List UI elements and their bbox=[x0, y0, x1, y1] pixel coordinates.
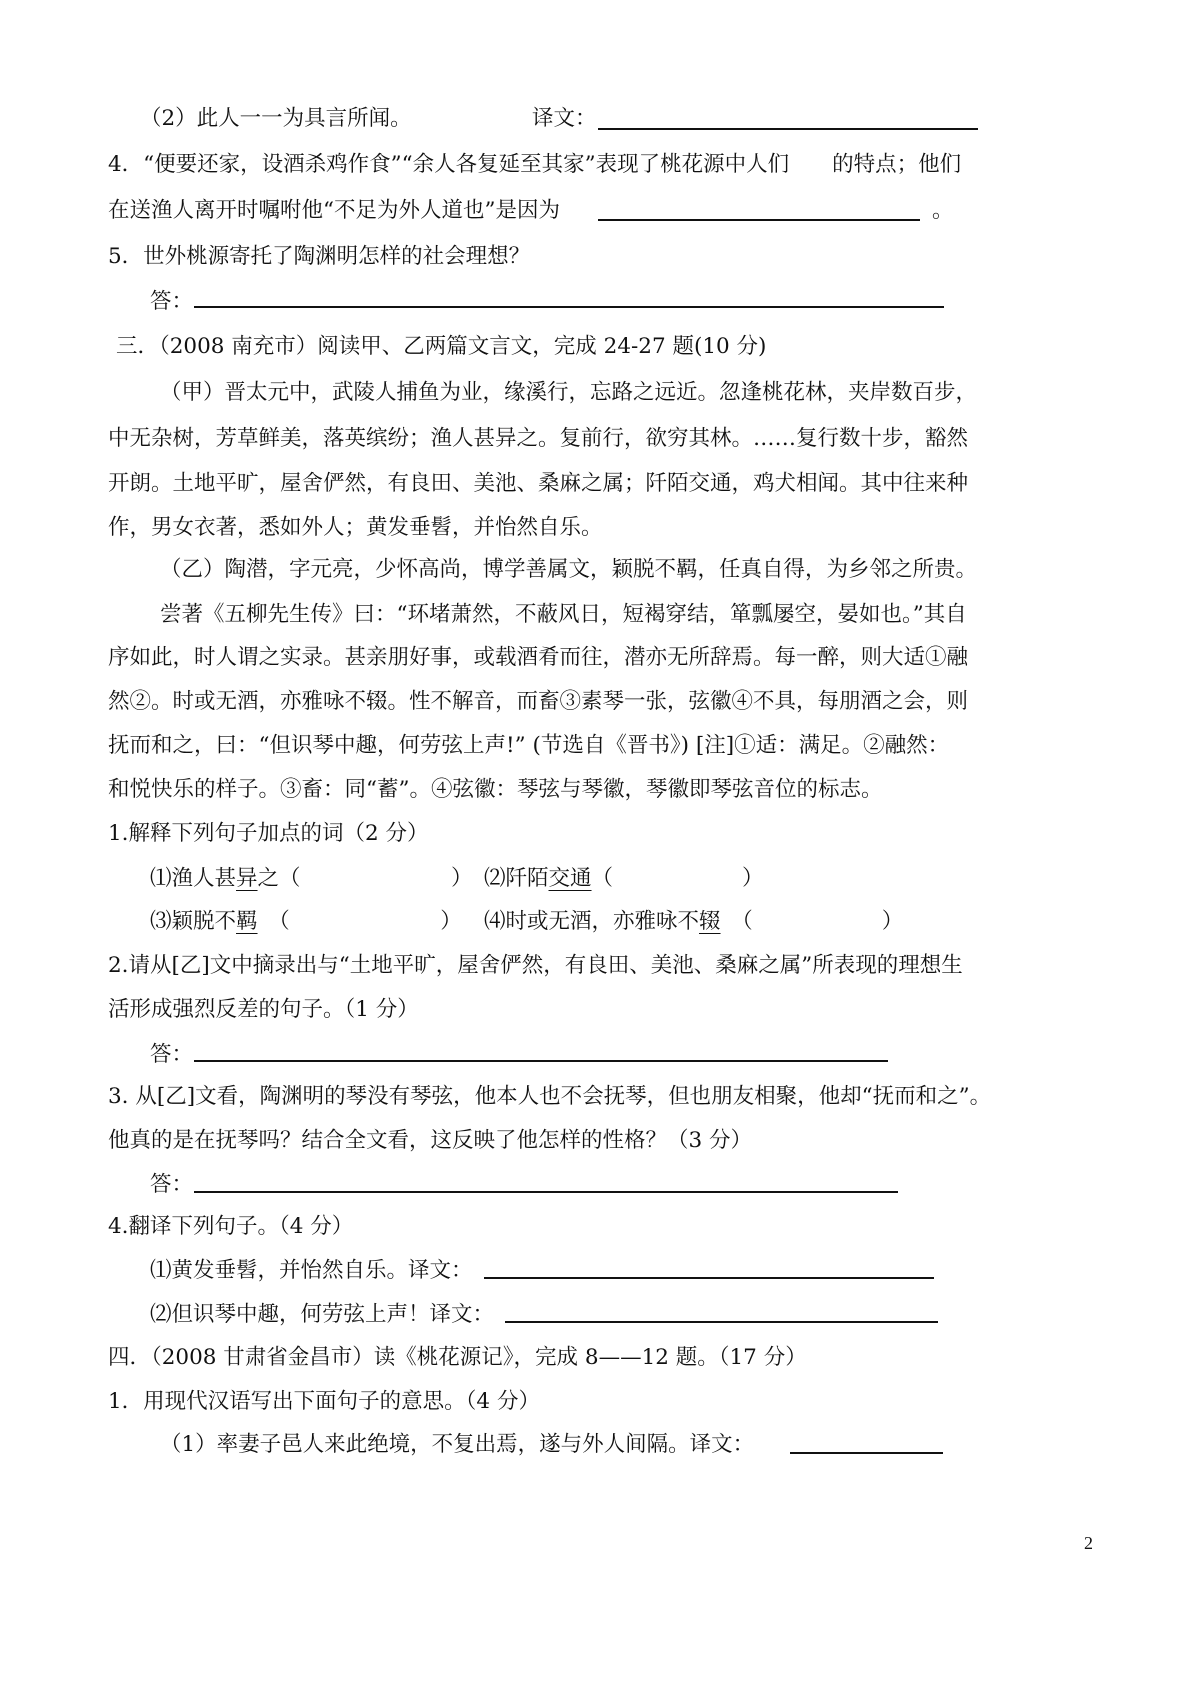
sub-question-text: ⑶颖脱不 bbox=[150, 909, 237, 934]
sub-question bbox=[484, 864, 764, 894]
answer-blank[interactable] bbox=[598, 219, 920, 221]
passage-line: 和悦快乐的样子。③畜：同“蓄”。④弦徽：琴弦与琴徽，琴徽即琴弦音位的标志。 bbox=[108, 777, 883, 802]
answer-label: 答： bbox=[150, 1042, 194, 1067]
question-line: 4．“便要还家，设酒杀鸡作食”“余人各复延至其家”表现了桃花源中人们 的特点；他们 bbox=[108, 152, 962, 177]
sub-question-text: ⑷时或无酒，亦雅咏不 bbox=[484, 909, 700, 934]
answer-blank[interactable] bbox=[790, 1452, 943, 1454]
answer-bracket[interactable]: 之（ ） bbox=[257, 866, 473, 891]
answer-blank[interactable] bbox=[598, 128, 978, 130]
passage-line: 抚而和之，曰：“但识琴中趣，何劳弦上声!” (节选自《晋书》) [注]①适：满足。②融然： bbox=[108, 733, 950, 758]
answer-bracket[interactable]: （ ） bbox=[257, 909, 462, 934]
question-line: 4.翻译下列句子。（4 分） bbox=[108, 1214, 354, 1239]
dotted-word: 辍 bbox=[699, 909, 721, 934]
sub-question: ⑵但识琴中趣，何劳弦上声！译文： bbox=[150, 1302, 495, 1327]
passage-line: 中无杂树，芳草鲜美，落英缤纷；渔人甚异之。复前行，欲穷其林。……复行数十步，豁然 bbox=[108, 426, 969, 451]
page-number: 2 bbox=[1084, 1533, 1093, 1553]
dotted-word: 交通 bbox=[548, 866, 592, 891]
sub-question bbox=[484, 907, 903, 937]
answer-blank[interactable] bbox=[484, 1277, 934, 1279]
answer-blank[interactable] bbox=[194, 1060, 888, 1062]
answer-bracket[interactable]: （ ） bbox=[720, 909, 904, 934]
question-line: 1.解释下列句子加点的词（2 分） bbox=[108, 821, 429, 846]
passage-line: （乙）陶潜，字元亮，少怀高尚，博学善属文，颖脱不羁，任真自得，为乡邻之所贵。 bbox=[160, 557, 978, 582]
sub-question bbox=[150, 864, 473, 894]
passage-line: 作，男女衣著，悉如外人；黄发垂髫，并怡然自乐。 bbox=[108, 515, 603, 540]
answer-label: 答： bbox=[150, 289, 194, 314]
answer-blank[interactable] bbox=[194, 306, 944, 308]
sub-question: ⑴黄发垂髫，并怡然自乐。译文： bbox=[150, 1258, 473, 1283]
answer-bracket[interactable]: （ ） bbox=[591, 866, 764, 891]
sub-question: （1）率妻子邑人来此绝境，不复出焉，遂与外人间隔。译文： bbox=[160, 1432, 755, 1457]
passage-line: 然②。时或无酒，亦雅咏不辍。性不解音，而畜③素琴一张，弦徽④不具，每朋酒之会，则 bbox=[108, 689, 969, 714]
answer-blank[interactable] bbox=[194, 1191, 898, 1193]
passage-line: 开朗。土地平旷，屋舍俨然，有良田、美池、桑麻之属；阡陌交通，鸡犬相闻。其中往来种 bbox=[108, 471, 969, 496]
section-title: 四．（2008 甘肃省金昌市）读《桃花源记》，完成 8——12 题。（17 分） bbox=[108, 1345, 807, 1370]
section-title: 三．（2008 南充市）阅读甲、乙两篇文言文，完成 24-27 题(10 分) bbox=[116, 334, 767, 359]
passage-line: （甲）晋太元中，武陵人捕鱼为业，缘溪行，忘路之远近。忽逢桃花林，夹岸数百步， bbox=[160, 380, 978, 405]
answer-blank[interactable] bbox=[505, 1321, 938, 1323]
sub-question-text: ⑴渔人甚 bbox=[150, 866, 237, 891]
answer-label: 答： bbox=[150, 1172, 194, 1197]
question-line: 2.请从[乙]文中摘录出与“土地平旷，屋舍俨然，有良田、美池、桑麻之属”所表现的理想生 bbox=[108, 953, 963, 978]
dotted-word: 羁 bbox=[236, 909, 258, 934]
question-line: 他真的是在抚琴吗？结合全文看，这反映了他怎样的性格？（3 分） bbox=[108, 1128, 753, 1153]
punctuation: 。 bbox=[932, 198, 954, 223]
question-line: 5．世外桃源寄托了陶渊明怎样的社会理想？ bbox=[108, 244, 531, 269]
question-line: 在送渔人离开时嘱咐他“不足为外人道也”是因为 bbox=[108, 198, 560, 223]
sub-question-text: ⑵阡陌 bbox=[484, 866, 549, 891]
question-line: 1．用现代汉语写出下面句子的意思。（4 分） bbox=[108, 1389, 540, 1414]
passage-line: 尝著《五柳先生传》曰：“环堵萧然，不蔽风日，短褐穿结，箪瓢屡空，晏如也。”其自 bbox=[160, 602, 967, 627]
question-line: （2）此人一一为具言所闻。 bbox=[140, 106, 412, 131]
question-line: 3. 从[乙]文看，陶渊明的琴没有琴弦，他本人也不会抚琴，但也朋友相聚，他却“抚而和之”。 bbox=[108, 1084, 992, 1109]
passage-line: 序如此，时人谓之实录。甚亲朋好事，或载酒肴而往，潜亦无所辞焉。每一醉，则大适①融 bbox=[108, 645, 969, 670]
translation-label: 译文： bbox=[532, 106, 597, 131]
dotted-word: 异 bbox=[236, 866, 258, 891]
question-line: 活形成强烈反差的句子。（1 分） bbox=[108, 997, 419, 1022]
sub-question bbox=[150, 907, 462, 937]
